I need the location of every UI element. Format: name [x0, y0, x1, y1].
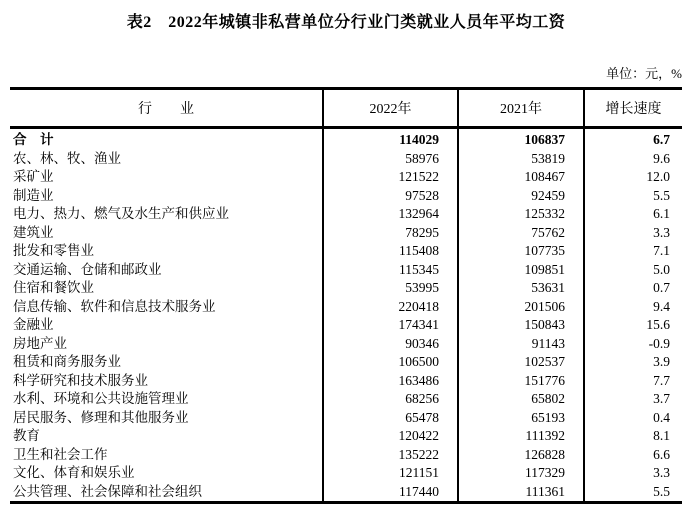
value-2022-cell: 115408 [323, 242, 458, 261]
industry-cell: 文化、体育和娱乐业 [13, 465, 135, 480]
table-row [10, 187, 682, 206]
table-row [10, 128, 682, 150]
table-row [10, 168, 682, 187]
industry-cell: 采矿业 [13, 169, 54, 184]
industry-cell: 农、林、牧、渔业 [13, 150, 121, 166]
table-row [10, 298, 682, 317]
table-row [10, 353, 682, 372]
growth-cell: 5.5 [584, 187, 682, 206]
table-row [10, 205, 682, 224]
table-row [10, 446, 682, 465]
growth-cell: 3.9 [584, 353, 682, 372]
value-2021-cell: 75762 [458, 224, 584, 243]
value-2022-cell: 121522 [323, 168, 458, 187]
wage-table [10, 87, 682, 504]
value-2022-cell: 65478 [323, 409, 458, 428]
table-row [10, 483, 682, 503]
table-row [10, 316, 682, 335]
growth-cell: 3.7 [584, 390, 682, 409]
value-2022-cell: 132964 [323, 205, 458, 224]
value-2021-cell: 92459 [458, 187, 584, 206]
value-2022-cell: 174341 [323, 316, 458, 335]
table-row [10, 150, 682, 169]
value-2021-cell: 91143 [458, 335, 584, 354]
value-2022-cell: 58976 [323, 150, 458, 169]
growth-cell: 0.4 [584, 409, 682, 428]
industry-cell: 建筑业 [13, 224, 54, 240]
value-2022-cell: 135222 [323, 446, 458, 465]
industry-cell: 公共管理、社会保障和社会组织 [13, 483, 202, 499]
value-2021-cell: 111392 [458, 427, 584, 446]
growth-cell: 6.7 [584, 128, 682, 150]
growth-cell: 12.0 [584, 168, 682, 187]
value-2021-cell: 117329 [458, 464, 584, 483]
value-2021-cell: 53631 [458, 279, 584, 298]
value-2021-cell: 125332 [458, 205, 584, 224]
table-row [10, 390, 682, 409]
industry-cell: 教育 [13, 428, 40, 443]
value-2022-cell: 163486 [323, 372, 458, 391]
industry-cell: 制造业 [13, 187, 54, 203]
industry-cell: 住宿和餐饮业 [13, 280, 94, 295]
table-row [10, 409, 682, 428]
header-industry: 行 业 [10, 89, 323, 128]
industry-cell: 交通运输、仓储和邮政业 [13, 261, 162, 277]
value-2022-cell: 120422 [323, 427, 458, 446]
growth-cell: -0.9 [584, 335, 682, 354]
header-2021: 2021年 [458, 89, 584, 128]
table-row [10, 279, 682, 298]
value-2021-cell: 126828 [458, 446, 584, 465]
industry-cell: 水利、环境和公共设施管理业 [13, 391, 189, 406]
value-2021-cell: 106837 [458, 128, 584, 150]
table-title: 表2 2022年城镇非私营单位分行业门类就业人员年平均工资 [126, 14, 566, 31]
industry-cell: 合 计 [13, 132, 54, 147]
value-2022-cell: 97528 [323, 187, 458, 206]
growth-cell: 6.1 [584, 205, 682, 224]
growth-cell: 7.7 [584, 372, 682, 391]
value-2022-cell: 121151 [323, 464, 458, 483]
value-2022-cell: 117440 [323, 483, 458, 503]
growth-cell: 15.6 [584, 316, 682, 335]
value-2021-cell: 111361 [458, 483, 584, 503]
growth-cell: 5.0 [584, 261, 682, 280]
industry-cell: 电力、热力、燃气及水生产和供应业 [13, 206, 229, 221]
value-2022-cell: 68256 [323, 390, 458, 409]
industry-cell: 居民服务、修理和其他服务业 [13, 409, 189, 425]
value-2021-cell: 109851 [458, 261, 584, 280]
value-2021-cell: 65802 [458, 390, 584, 409]
growth-cell: 3.3 [584, 464, 682, 483]
table-row [10, 261, 682, 280]
growth-cell: 9.6 [584, 150, 682, 169]
growth-cell: 7.1 [584, 242, 682, 261]
value-2021-cell: 102537 [458, 353, 584, 372]
industry-cell: 科学研究和技术服务业 [13, 372, 148, 388]
table-row [10, 335, 682, 354]
industry-cell: 批发和零售业 [13, 243, 94, 258]
table-row [10, 427, 682, 446]
growth-cell: 9.4 [584, 298, 682, 317]
growth-cell: 3.3 [584, 224, 682, 243]
value-2022-cell: 106500 [323, 353, 458, 372]
industry-cell: 金融业 [13, 317, 54, 332]
value-2021-cell: 108467 [458, 168, 584, 187]
value-2022-cell: 114029 [323, 128, 458, 150]
value-2021-cell: 201506 [458, 298, 584, 317]
value-2022-cell: 53995 [323, 279, 458, 298]
value-2021-cell: 65193 [458, 409, 584, 428]
growth-cell: 5.5 [584, 483, 682, 503]
industry-cell: 信息传输、软件和信息技术服务业 [13, 298, 216, 314]
industry-cell: 房地产业 [13, 335, 67, 351]
value-2021-cell: 53819 [458, 150, 584, 169]
header-row [10, 89, 682, 128]
growth-cell: 6.6 [584, 446, 682, 465]
header-growth: 增长速度 [584, 89, 682, 128]
table-row [10, 372, 682, 391]
growth-cell: 8.1 [584, 427, 682, 446]
industry-cell: 租赁和商务服务业 [13, 354, 121, 369]
table-row [10, 242, 682, 261]
value-2021-cell: 107735 [458, 242, 584, 261]
value-2022-cell: 78295 [323, 224, 458, 243]
header-2022: 2022年 [323, 89, 458, 128]
growth-cell: 0.7 [584, 279, 682, 298]
industry-cell: 卫生和社会工作 [13, 446, 108, 462]
value-2021-cell: 150843 [458, 316, 584, 335]
table-row [10, 224, 682, 243]
unit-label: 单位：元，% [606, 66, 682, 81]
value-2022-cell: 220418 [323, 298, 458, 317]
table-row [10, 464, 682, 483]
value-2021-cell: 151776 [458, 372, 584, 391]
value-2022-cell: 115345 [323, 261, 458, 280]
table-body [10, 128, 682, 503]
value-2022-cell: 90346 [323, 335, 458, 354]
